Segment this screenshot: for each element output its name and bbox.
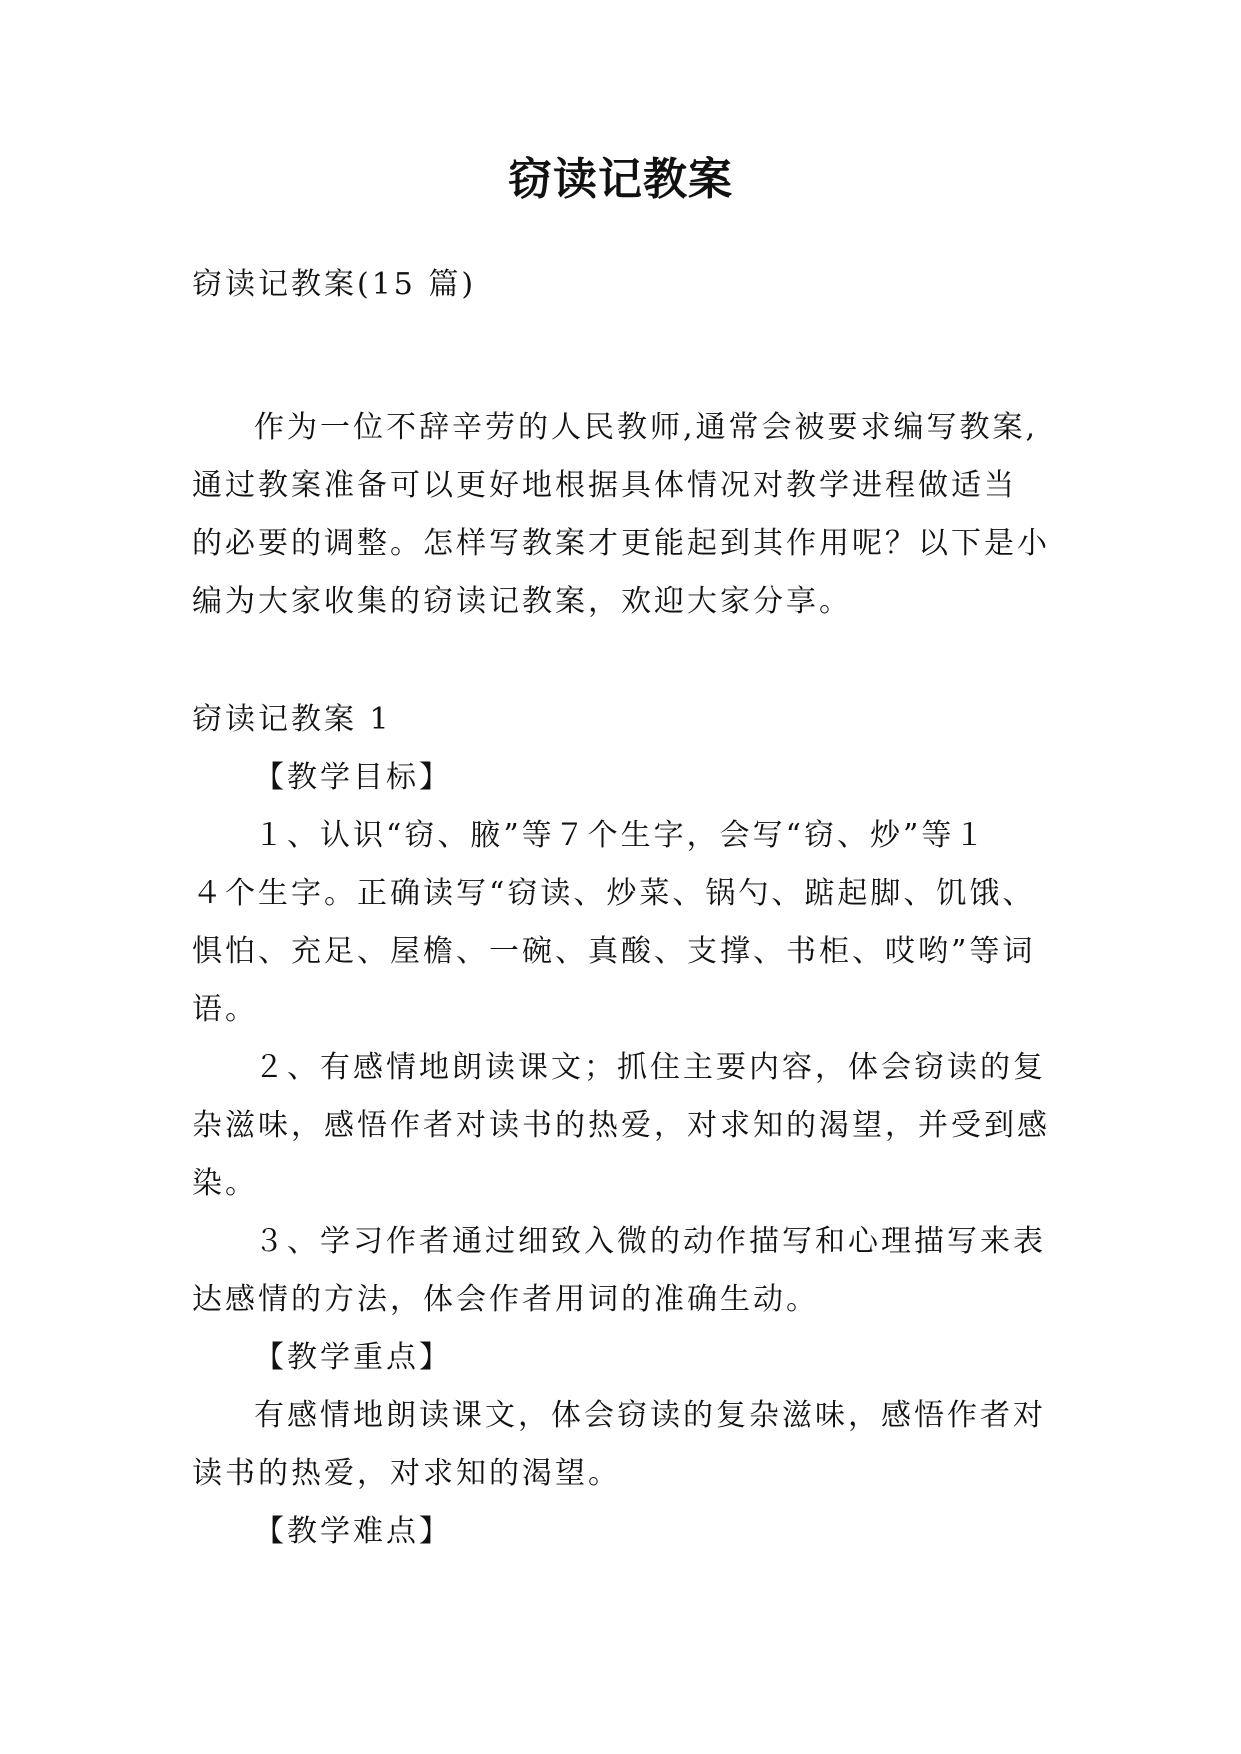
section-heading: 窃读记教案 1 bbox=[192, 702, 392, 737]
document-title: 窃读记教案 bbox=[508, 154, 733, 205]
goal-line: ２、有感情地朗读课文；抓住主要内容，体会窃读的复 bbox=[254, 1050, 1046, 1085]
goal-line: 语。 bbox=[192, 992, 258, 1027]
goal-line: 达感情的方法，体会作者用词的准确生动。 bbox=[192, 1282, 819, 1317]
goal-line: １、认识“窃、腋”等７个生字，会写“窃、炒”等１ bbox=[254, 818, 988, 853]
difficulty-heading: 【教学难点】 bbox=[254, 1514, 452, 1549]
key-line: 有感情地朗读课文，体会窃读的复杂滋味，感悟作者对 bbox=[254, 1398, 1046, 1433]
goal-line: 惧怕、充足、屋檐、一碗、真酸、支撑、书柜、哎哟”等词 bbox=[192, 934, 1036, 969]
goal-line: ３、学习作者通过细致入微的动作描写和心理描写来表 bbox=[254, 1224, 1046, 1259]
document-subtitle: 窃读记教案(15 篇) bbox=[192, 267, 477, 302]
goal-line: ４个生字。正确读写“窃读、炒菜、锅勺、踮起脚、饥饿、 bbox=[192, 876, 1036, 911]
goal-line: 杂滋味，感悟作者对读书的热爱，对求知的渴望，并受到感 bbox=[192, 1108, 1050, 1143]
intro-line: 的必要的调整。怎样写教案才更能起到其作用呢？以下是小 bbox=[192, 526, 1050, 561]
key-line: 读书的热爱，对求知的渴望。 bbox=[192, 1456, 621, 1491]
intro-line: 通过教案准备可以更好地根据具体情况对教学进程做适当 bbox=[192, 468, 1017, 503]
intro-line: 编为大家收集的窃读记教案，欢迎大家分享。 bbox=[192, 584, 852, 619]
intro-line: 作为一位不辞辛劳的人民教师,通常会被要求编写教案, bbox=[254, 410, 1039, 445]
key-heading: 【教学重点】 bbox=[254, 1340, 452, 1375]
goal-line: 染。 bbox=[192, 1166, 258, 1201]
goals-heading: 【教学目标】 bbox=[254, 760, 452, 795]
